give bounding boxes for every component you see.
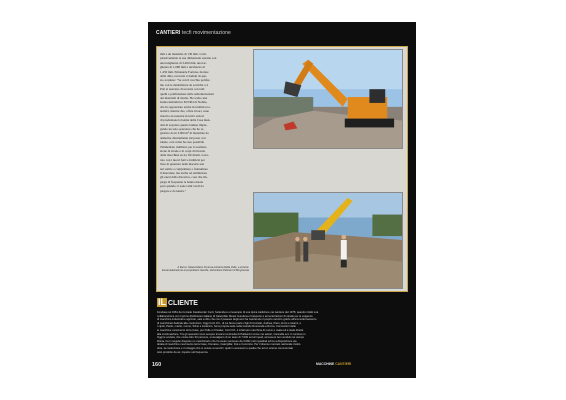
section-text-line: alla continuazione. Tra gli operatori sono sempre trovarsi continuità di Pallavicini come nei settori, Cannella ecc. Il continuo in [157,332,306,336]
article-text-line: piega di frequente la benna dotata [160,179,204,184]
article-text-line: di produzione la benna della Casa man- [160,118,211,123]
section-text-line: dotata di macchine movimento terra Case, Komatsu, Caterpillar, Fiat e Cummins. Per il diverso mercato nazionale rivolto [157,343,301,347]
article-text-line: Poli si usavano di sovente con tutti [160,87,205,92]
section-heading [157,298,198,307]
page-header [156,30,231,36]
article-panel [156,46,408,292]
article-text-line: il materiale, ma anche ad ottimizzare [160,170,208,175]
section-text-line: oltre, la costruzione e il noleggio che si unisce ai servizi i quali in accessori e quella che ad un azione commerciale [157,346,293,350]
article-text-line: me con le dentellature da scariche a 4 [160,82,208,87]
article-text-line: gando un solo operatore che ho re- [160,126,205,131]
article-text-line: piegare e da tenere." [160,188,187,193]
caption-line: Andrea Della Valle, a sinistra: Emanuele [162,266,249,273]
magazine-logo-line2: CANTIERI [335,362,352,366]
header-section: CANTIERI [156,30,181,36]
section-text-line: i nipoti, Paolo, marito, nonno, Silvio e Federico, ha la propria sede nella Grande Roscanda a Roma. Conoscitori delle [157,325,296,329]
article-text-line: dei materiali di risulta. Ho scelto una [160,96,208,101]
section-text-line: collaborazione con il primo distributore italiano di Caterpillar Diesel rivendeva il trasporto e armonizzazioni di strade per le esigenze [157,314,313,318]
article-text-line: gistrato da in 3.000 m³ di materiale da [160,131,209,136]
article-text-line: dati di acquisto questo bunker impie- [160,122,208,127]
article-text-line: ideale, così come ha reso possibile [160,140,205,145]
article-text-line: della macchina su tre fili diretti. Lavo- [160,153,210,158]
excavator-photo [253,49,403,149]
article-text-line: l'uso di generare delle macerie tesi [160,162,205,167]
article-text-line: ghezza di 1.680 mm e un'altezza di [160,65,205,70]
header-subsection: tecfi movimentazione [181,30,231,36]
article-text-line: nel sottile a comprimere e frantumare [160,166,208,171]
page-number: 160 [152,362,162,368]
article-text-line: gli oneri della discarica, cosa che im- [160,175,208,180]
photo-caption [161,266,249,273]
article-text-line: l'immediato riutilizzo per la realizza- [160,144,208,149]
section-text-line: Fondata nel 1961 da Corrado Fassbender Curti, l'azienda è un'esempio di una tipica tradizione nel cantiere del 1978, quando infatti una [157,311,319,314]
section-heading-text: CLIENTE [168,300,198,307]
article-text-line: nomici, mentre che, a fine lavori, sono [160,109,210,114]
article-text-line: rato con i nuovi ferri e indirizzi per [160,157,205,162]
article-text-line: che ho apprezzato anche in termini eco- [160,104,211,109]
article-text-line: benna demolitrice M 0304 di Nobile, [160,100,208,105]
article-body-column [160,52,249,262]
section-text-line: di macchinari dedicati alle costruzioni. Oggi Curti CO., di cui fanno parte i figli di Corrado, Andrea, Piero, Enzo e Gianni, e [157,321,302,325]
section-text-line: tutto prodotto da sé, rispetto nel frequenza. [157,350,209,354]
caption-line: A fianco: Massimiliano Fortuna e [177,266,216,269]
article-text-line: zione di strade e di corpi di rilevato [160,148,206,153]
article-text-line: sto acquisto: "Se con il vecchio polifor- [160,78,211,83]
article-text-line: però quando ci sono rami verdi da [160,184,204,189]
article-text-line: quelli a polifunzione delle armonizzazioni [160,91,214,96]
caption-line: Cantiere Palmieri di Borgosesia [212,269,249,273]
article-text-line: della ditta, racconta i risultati di que- [160,74,207,79]
section-heading-initial: IL [158,297,166,307]
section-text-line: Oggi le società, che conta oltre 30 persone, si avvalgono di un team di 7.000 servizi quali, ad essere ben venduti nel campo [157,336,305,340]
article-text-line: riuscito ad esaurire in tutti i settori [160,113,204,118]
section-text-line: di macchine industriali e agricole, vale a dire che con il passare degli anni ha mantenuto il proprio servizio grazie all'ammodernamento [157,318,317,322]
article-text-line: plessivamente le sue dimensioni esterne con [160,56,217,61]
people-photo [253,192,403,289]
magazine-logo [316,363,351,367]
magazine-logo-line1: MACCHINE [316,362,335,366]
article-text-line: 1.450 mm. Emanuele Fortuna, titolare [160,69,209,74]
section-body-text [157,311,407,357]
caption-line: insieme al proprietario Gentile, da [173,269,213,273]
article-text-line: mm e un massimo di 130 mm. Com- [160,52,207,56]
article-text-line: demolire direttamente sul posto con [160,135,206,140]
section-text-line: le macchine movimento terra Case, per Pelle e il Dealer, Curti CO. è infatti più macchina di nuovo e usata ed è stata diretta [157,328,304,332]
article-text-line: una lunghezza di 3.400 mm, una lar- [160,60,207,65]
section-text-line: Roma, ha in seguito disposto un macchinario che ha avuto successo da 3.000 metri quadrati ed ha a disposizione sia [157,339,297,343]
magazine-page [148,22,416,378]
